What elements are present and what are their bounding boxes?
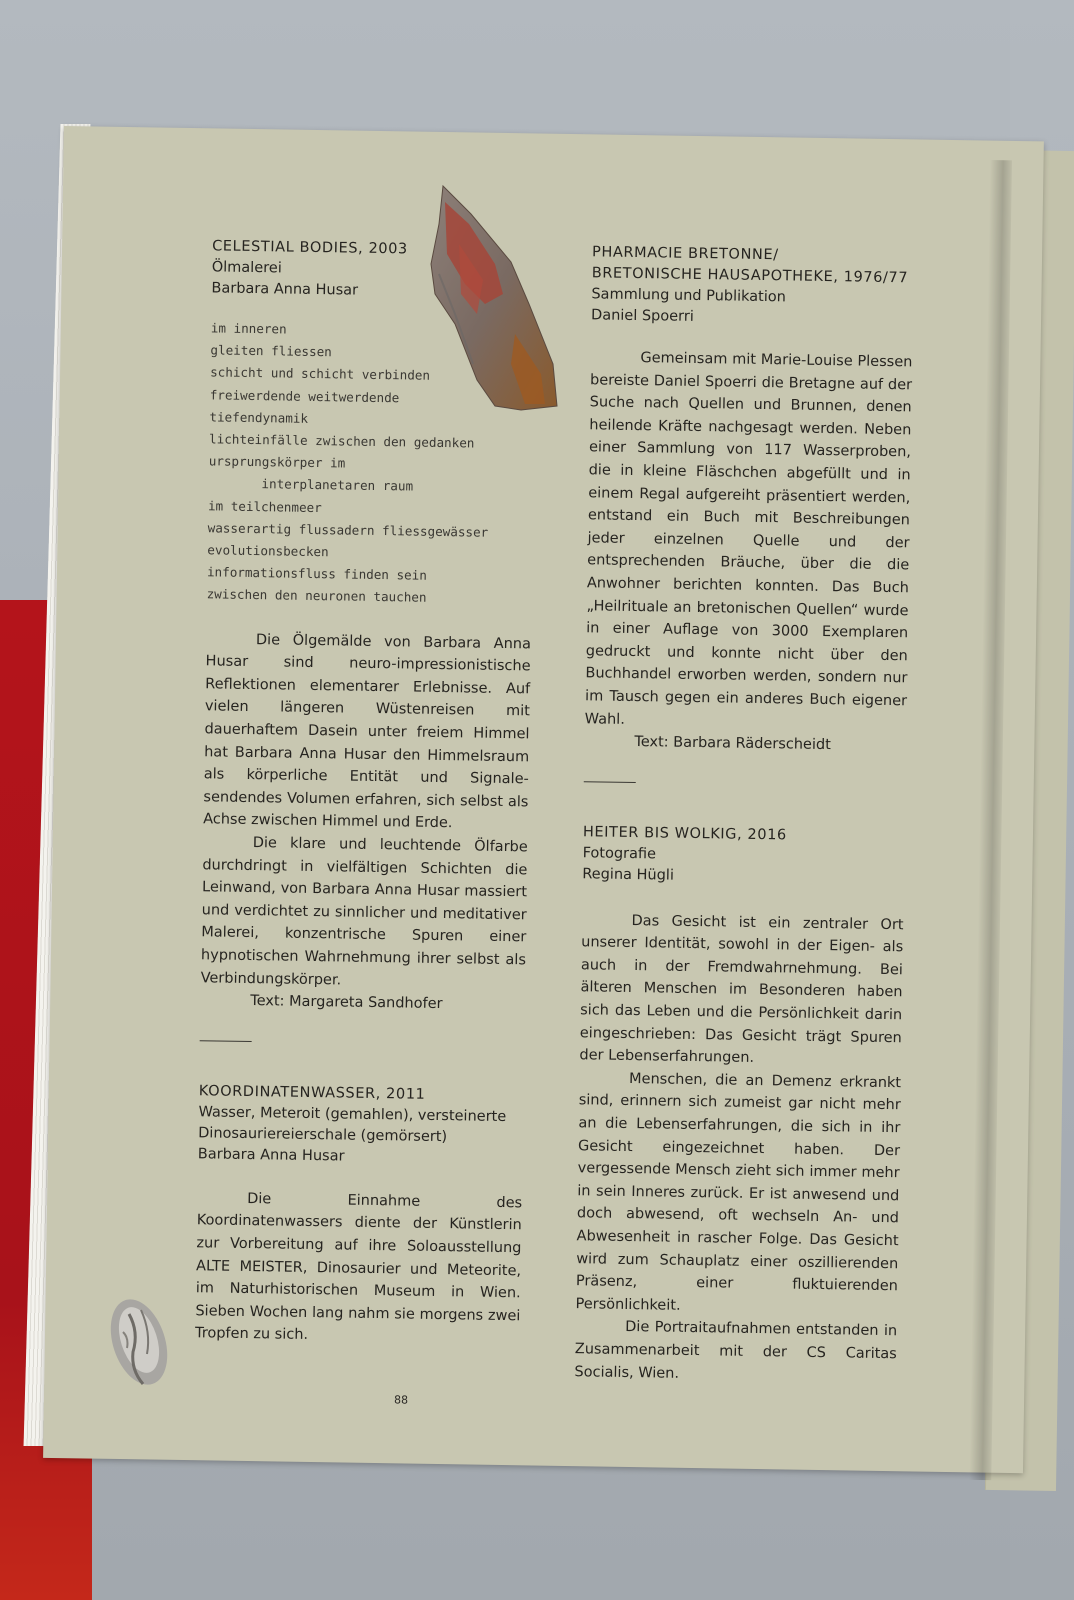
text-credit: Text: Margareta Sandhofer [250, 993, 443, 1013]
work-medium: Ölmalerei [211, 259, 282, 277]
paragraph: Die Ölgemälde von Barbara Anna Husar sind neuro-impressionistische Reflektionen elementarer Erlebnisse. Auf vielen längeren Wüstenreisen mit dauerhaftem Dasein unter freiem Himmel hat Barbara Anna Husar den Himmelsraum als körperliche Entität und Signale-sendendes Volumen erfahren, sich selbst als Achse zwischen Himmel und Erde. [202, 631, 532, 832]
poem-line: interplanetaren raum [208, 475, 414, 494]
poem-line: zwischen den neuronen tauchen [206, 586, 427, 606]
work-medium: Dinosauriereierschale (gemörsert) [198, 1124, 448, 1145]
poem-line: wasserartig flussadern fliessgewässer [207, 520, 489, 540]
work-artist: Daniel Spoerri [590, 307, 694, 325]
poem-line: im inneren [210, 320, 287, 337]
work-artist: Barbara Anna Husar [197, 1145, 345, 1165]
poem-line: im teilchenmeer [207, 497, 322, 515]
paragraph: Gemeinsam mit Marie-Louise Plessen bereiste Daniel Spoerri die Bretagne auf der Suche nach Quellen und Brunnen, denen heilende Kräfte nachgesagt werden. Neben einer Sammlung von 117 Wasserproben, die in kleine Fläschchen abgefüllt und in einem Regal aufgereiht präsentiert werden, entstand ein Buch mit Beschreibungen jeder einzelnen Quelle und der entsprechenden Bräuche, über die die Anwohner berichten konnten. Das Buch „Heilrituale an bretonischen Quellen“ wurde in einer Auflage von 3000 Exemplaren gedruckt und konnte nicht über den Buchhandel erworben werden, sondern nur im Tausch gegen ein anderes Buch eigener Wahl. [584, 350, 913, 728]
poem-line: freiwerdende weitwerdende [209, 386, 400, 405]
work-medium: Wasser, Meteroit (gemahlen), versteinerte [198, 1103, 507, 1125]
work-title-heiter-bis-wolkig: HEITER BIS WOLKIG, 2016 [582, 823, 787, 844]
poem-line: evolutionsbecken [207, 542, 329, 560]
poem-line: ursprungskörper im [208, 453, 346, 471]
work-artist: Barbara Anna Husar [211, 280, 359, 299]
work-title-pharmacie-bretonne-line2: BRETONISCHE HAUSAPOTHEKE, 1976/77 [591, 265, 909, 287]
work-artist: Regina Hügli [582, 865, 675, 884]
text-credit: Text: Barbara Räderscheidt [634, 734, 831, 754]
right-column [574, 242, 914, 1388]
paragraph: Die Einnahme des Koordinatenwassers diente der Künstlerin zur Vorbereitung auf ihre Soloausstellung ALTE MEISTER, Dinosaurier und Meteorite, im Naturhistorischen Museum in Wien. Sieben Wochen lang nahm sie morgens zwei Tropfen zu sich. [194, 1190, 523, 1344]
page-number: 88 [393, 1393, 409, 1407]
essay-koordinatenwasser [195, 1187, 522, 1350]
work-medium: Sammlung und Publikation [591, 286, 787, 306]
silver-nut-object [103, 1292, 173, 1392]
poem-line: schicht und schicht verbinden [210, 364, 431, 384]
paragraph: Die klare und leuchtende Ölfarbe durchdringt in vielfältigen Schichten die Leinwand, von Barbara Anna Husar massiert und verdichtet zu sinnlicher und meditativer Malerei, konzentrische Spuren einer hypnotischen Wahrnehmung ihrer selbst als Verbindungskörper. [200, 835, 528, 989]
poem-line: gleiten fliessen [210, 342, 332, 360]
section-divider [200, 1040, 252, 1042]
poem-line: informationsfluss finden sein [206, 564, 427, 583]
essay-celestial-bodies [200, 628, 531, 995]
essay-pharmacie-bretonne [585, 346, 913, 735]
poem-line: lichteinfälle zwischen den gedanken [208, 431, 475, 451]
section-divider [584, 781, 636, 783]
essay-heiter-bis-wolkig [574, 909, 903, 1388]
work-title-pharmacie-bretonne: PHARMACIE BRETONNE/ [591, 244, 779, 264]
paragraph: Die Portraitaufnahmen entstanden in Zusammenarbeit mit der CS Caritas Socialis, Wien. [574, 1319, 898, 1382]
paragraph: Das Gesicht ist ein zentraler Ort unserer Identität, sowohl in der Eigen- als auch in der Fremdwahrnehmung. Bei älteren Menschen im Besonderen haben sich das Leben und die Persönlichkeit darin eingeschrieben: Das Gesicht trägt Spuren der Lebenserfahrungen. [579, 912, 904, 1067]
poem-line: tiefendynamik [209, 409, 309, 426]
work-medium: Fotografie [582, 844, 657, 863]
work-title-koordinatenwasser: KOORDINATENWASSER, 2011 [198, 1082, 426, 1103]
paragraph: Menschen, die an Demenz erkrankt sind, erinnern sich zumeist gar nicht mehr an die Lebenserfahrungen, die sich in ihr Gesicht eingezeichnet haben. Der vergessende Mensch zieht sich immer mehr in sein Inneres zurück. Er ist anwesend und doch abwesend, oft wechseln An- und Abwesenheit in rascher Folge. Das Gesicht wird zum Schauplatz einer oszillierenden Präsenz, einer fluktuierenden Persönlichkeit. [575, 1070, 902, 1314]
work-title-celestial-bodies: CELESTIAL BODIES, 2003 [212, 238, 408, 258]
rusty-stone-object [425, 184, 561, 414]
